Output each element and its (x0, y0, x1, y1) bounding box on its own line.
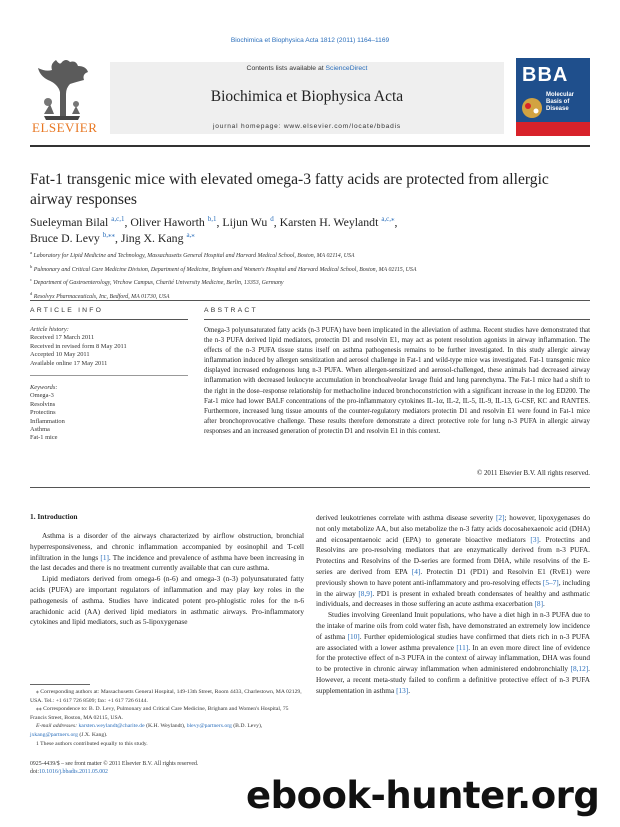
elsevier-wordmark: ELSEVIER (32, 120, 98, 135)
text-run: . (543, 599, 545, 609)
footnote: ⁎ Corresponding authors at: Massachusetts General Hospital, 149-13th Street, Room 4433, Charlestown, MA 02129, USA. Tel.: +1 617 726 8509; fax: +1 617 726 6144. (30, 689, 302, 704)
reference-link[interactable]: [11] (456, 642, 469, 652)
doi-label: doi: (30, 769, 40, 776)
author-affiliation-marks[interactable]: a,c,⁎ (381, 215, 395, 223)
journal-cover-thumbnail[interactable] (516, 58, 590, 136)
elsevier-logo[interactable] (30, 58, 98, 136)
affiliation-text: Department of Gastroenterology, Virchow Campus, Charité University Medicine, Berlin, 13353, Germany (33, 280, 284, 287)
text-run: . (408, 685, 411, 695)
author-list (30, 214, 590, 246)
text-run: derived leukotrienes correlate with asthma disease severity (316, 513, 496, 522)
reference-link[interactable]: [5–7] (542, 577, 559, 587)
author[interactable] (30, 215, 124, 229)
section-heading: 1. Introduction (30, 512, 78, 521)
keyword: Protectins (30, 409, 56, 417)
text-run: . Protectin D1 (PD1) and Resolvin E1 (RvE1) were previously shown to have potent anti-inflammatory and pro-resolving effects (316, 566, 590, 587)
text-run: (J.X. Kang). (77, 731, 108, 738)
author[interactable] (30, 231, 115, 245)
reference-link[interactable]: [8,12] (570, 664, 589, 674)
journal-citation-link[interactable]: Biochimica et Biophysica Acta 1812 (2011) 1164–1169 (230, 37, 390, 44)
keyword: Asthma (30, 426, 50, 434)
paragraph: Lipid mediators derived from omega-6 (n-6) and omega-3 (n-3) polyunsaturated fatty acids (PUFA) are important regulators of inflammation and may play key roles in the pathogenesis of asthma. Studies have indicated potent pro-phlogistic roles for the n-6 arachidonic acid (AA) derived lipid mediators in asthmatic airways. Pro-inflammatory cytokines and lipid mediators, such as 5-lipoxygenase (30, 574, 304, 627)
text-run: . The incidence and prevalence of asthma have been increasing in the last decades and there is no treatment currently available that can cure asthma. (30, 552, 304, 573)
paragraph (316, 513, 590, 610)
affiliation-text: Laboratory for Lipid Medicine and Technology, Massachusetts General Hospital and Harvard Medical School, Boston, MA 02114, USA (33, 252, 355, 259)
reference-link[interactable]: [3] (530, 534, 539, 544)
journal-homepage-link[interactable]: journal homepage: www.elsevier.com/locate/bbadis (213, 123, 401, 130)
author-affiliation-marks[interactable]: d (270, 215, 274, 223)
affiliation (30, 262, 590, 276)
masthead-rule (30, 145, 590, 147)
body-column-right (316, 513, 590, 697)
sciencedirect-link[interactable]: ScienceDirect (325, 65, 368, 72)
masthead-center (110, 62, 504, 134)
text-run: . PD1 is present in exhaled breath condensates of healthy and asthmatic individuals, and decreases in those suffering an acute asthma exacerbation (316, 588, 590, 609)
abstract-heading: ABSTRACT (204, 307, 258, 314)
doi-link[interactable]: 10.1016/j.bbadis.2011.05.002 (39, 769, 108, 776)
history-item: Available online 17 May 2011 (30, 359, 108, 367)
contents-line (110, 65, 504, 72)
reference-link[interactable]: [4] (411, 566, 421, 576)
email-link[interactable]: jxkang@partners.org (30, 731, 78, 738)
author-separator: , (216, 215, 223, 229)
author[interactable] (121, 231, 195, 245)
text-run: . Further epidemiological studies have confirmed that diets rich in n-3 PUFA are associated with a lower asthma prevalence (316, 631, 590, 652)
affiliation-list (30, 248, 590, 302)
keyword: Fat-1 mice (30, 434, 58, 442)
email-link[interactable]: blevy@partners.org (186, 723, 232, 730)
author-name: Karsten H. Weylandt (279, 215, 379, 229)
keyword: Inflammation (30, 417, 65, 425)
keyword: Omega-3 (30, 392, 54, 400)
author-separator: , (114, 231, 121, 245)
author-name: Sueleyman Bilal (30, 215, 109, 229)
elsevier-tree-icon (30, 58, 94, 120)
text-run: Asthma is a disorder of the airways characterized by airflow obstruction, bronchial hyperresponsiveness, and chronic inflammation accompanied by eosinophil and T-cell infiltration in the lungs (30, 531, 304, 562)
author[interactable] (280, 215, 395, 229)
author-affiliation-marks[interactable]: b,1 (207, 215, 217, 223)
reference-link[interactable]: [10] (347, 631, 360, 641)
affiliation (30, 248, 590, 262)
footnote-emails (30, 722, 304, 739)
keywords-label: Keywords: (30, 384, 58, 392)
text-run: , including in the airway (316, 577, 590, 598)
affiliation-mark: b (30, 263, 33, 269)
article-title: Fat-1 transgenic mice with elevated omega-3 fatty acids are protected from allergic airway responses (30, 171, 549, 208)
history-item: Received 17 March 2011 (30, 334, 95, 342)
author-separator: , (124, 215, 131, 229)
cover-subtitle: Molecular Basis of Disease (546, 92, 575, 112)
journal-name: Biochimica et Biophysica Acta (210, 88, 404, 105)
footnote: 1 These authors contributed equally to this study. (36, 740, 148, 747)
text-run: . In an even more direct line of evidence for the protective effect of n-3 PUFA in the context of airway inflammation, DHA was found to be protective in chronic airway inflammation when administered endobronchially (316, 642, 590, 674)
divider (30, 487, 590, 488)
text-run: (K.H. Weylandt), (144, 723, 186, 730)
author-name: Lijun Wu (222, 215, 268, 229)
affiliation-mark: d (30, 290, 33, 296)
paragraph (30, 531, 304, 574)
text-run: . However, a recent meta-study failed to confirm a definitive protective effect of n-3 PUFA supplementation in asthma (316, 664, 590, 695)
article-info (30, 326, 188, 443)
text-run: ; however, lipoxygenases do not only metabolize AA, but also metabolize the n-3 fatty acids docosahexaenoic acid (DHA) and eicosapentaenoic acid (EPA) to generate bioactive mediators (316, 513, 591, 544)
footnote-rule (30, 684, 90, 685)
author[interactable] (222, 215, 273, 229)
reference-link[interactable]: [8,9] (358, 588, 373, 598)
history-item: Accepted 10 May 2011 (30, 351, 90, 359)
divider (204, 319, 590, 320)
divider (30, 300, 590, 301)
paragraph (316, 610, 590, 696)
abstract-text: Omega-3 polyunsaturated fatty acids (n-3 PUFA) have been implicated in the alleviation of asthma. Recent studies have demonstrated that the n-3 PUFA derived lipid mediators, protectin D1 and resolvin E1, may act as potent resolution agonists in airway inflammation. The effects of the n-3 PUFA tissue status itself on asthma pathogenesis remains to be further investigated. In this study allergic airway inflammation induced by allergen sensitization and aerosol challenge in Fat-1 and wild-type mice was investigated. Fat-1 transgenic mice displayed increased endogenous lung n-3 PUFA. When allergen-sensitized and aerosol-challenged, these animals had decreased airway inflammation with decreased leukocyte accumulation in bronchoalveolar lavage fluid and lung parenchyma. The Fat-1 mice had a shift to the right in the dose–response relationship for methacholine induced bronchoconstriction with a significant increase in the log ED200. The Fat-1 mice had lower BALF concentrations of the pro-inflammatory cytokines IL-1α, IL-2, IL-5, IL-9, IL-13, G-CSF, KC and RANTES. Furthermore, increased lung tissue amounts of the counter-regulatory mediators protectin D1 and resolvin E1 were found in Fat-1 mice after bronchoprovocative challenge. These results therefore demonstrate a direct protective role for lung n-3 PUFA in allergic airway responses and an increased generation of protectin D1 and resolvin E1 in this context. (204, 327, 590, 435)
affiliation-mark: a (30, 250, 32, 255)
body-column-left (30, 531, 304, 628)
contents-prefix: Contents lists available at (246, 65, 326, 72)
issn-line: 0925-4439/$ – see front matter © 2011 Elsevier B.V. All rights reserved. (30, 761, 199, 767)
affiliation-text: Resolvyx Pharmaceuticals, Inc, Bedford, MA 01730, USA (33, 293, 170, 300)
author-affiliation-marks[interactable]: a,⁎ (186, 231, 195, 239)
email-link[interactable]: karsten.weylandt@charite.de (78, 723, 145, 730)
divider (30, 319, 188, 320)
footnote: ⁎⁎ Correspondence to: B. D. Levy, Pulmonary and Critical Care Medicine, Brigham and Women's Hospital, 75 Francis Street, Boston, MA 02115, USA. (30, 706, 289, 721)
author-affiliation-marks[interactable]: a,c,1 (111, 215, 125, 223)
text-run: . Protectins and Resolvins are pro-resolving mediators that are enzymatically derived from n-3 PUFA. Protectins and Resolvins of the D-series are formed from DHA, while resolvins of the E-series are derived from EPA (316, 534, 590, 576)
email-label: E-mail addresses: (36, 723, 79, 730)
reference-link[interactable]: [2] (495, 513, 505, 522)
journal-masthead (30, 58, 590, 138)
author-separator: , (273, 215, 280, 229)
history-item: Received in revised form 8 May 2011 (30, 342, 127, 350)
history-label: Article history: (30, 326, 69, 333)
cover-band (516, 122, 590, 136)
author-separator: , (394, 215, 398, 229)
text-run: Studies involving Greenland Inuit populations, who have a diet high in n-3 PUFA due to the intake of marine oils from cold water fish, have demonstrated an extremely low incidence of asthma (316, 610, 590, 641)
affiliation-mark: c (30, 277, 32, 283)
reference-link[interactable]: [13] (396, 685, 409, 695)
text-run: (B.D. Levy), (231, 723, 263, 730)
author-name: Bruce D. Levy (30, 231, 100, 245)
footnotes (30, 688, 304, 748)
author[interactable] (130, 215, 216, 229)
author-affiliation-marks[interactable]: b,⁎⁎ (102, 231, 115, 239)
author-name: Oliver Haworth (130, 215, 205, 229)
reference-link[interactable]: [1] (100, 552, 109, 562)
keyword: Resolvins (30, 400, 56, 408)
reference-link[interactable]: [8] (534, 599, 544, 609)
affiliation (30, 275, 590, 289)
affiliation-text: Pulmonary and Critical Care Medicine Division, Department of Medicine, Brigham and Women's Hospital and Harvard Medical School, Boston, MA 02115, USA (33, 266, 417, 273)
article-info-heading: ARTICLE INFO (30, 307, 104, 314)
copyright: © 2011 Elsevier B.V. All rights reserved. (477, 470, 590, 477)
watermark: ebook-hunter.org (246, 774, 600, 817)
divider (30, 375, 188, 376)
author-name: Jing X. Kang (120, 231, 184, 245)
cover-letters: BBA (522, 64, 569, 86)
